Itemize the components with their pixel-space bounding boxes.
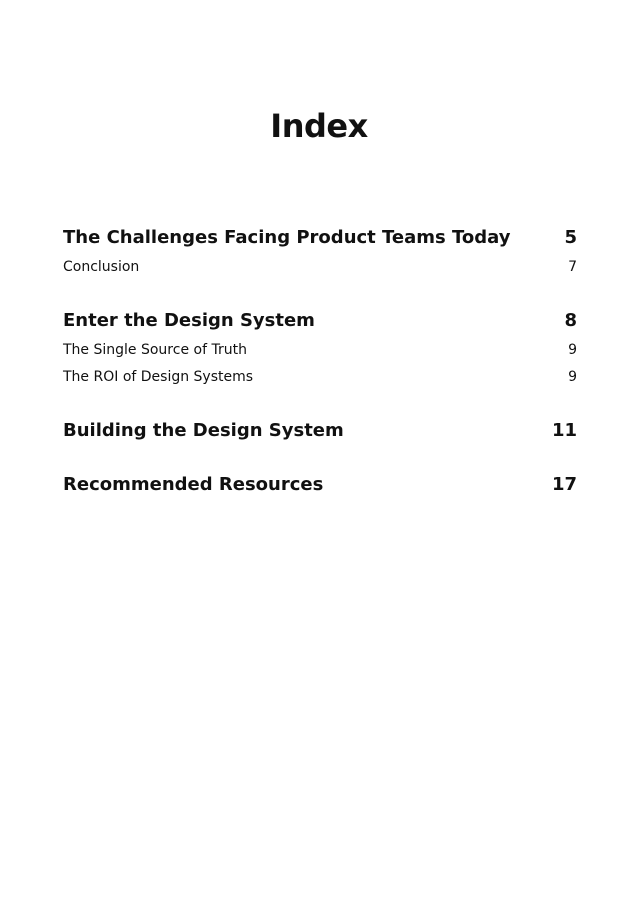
toc-group [63, 309, 577, 393]
page-title: Index [270, 107, 368, 145]
toc-section-single-source[interactable] [63, 339, 577, 366]
toc-section-roi[interactable] [63, 366, 577, 393]
toc-section-page: 9 [568, 369, 577, 385]
toc-section-title: The Single Source of Truth [63, 342, 247, 358]
toc-chapter-enter-design-system[interactable] [63, 309, 577, 337]
table-of-contents [63, 226, 577, 527]
toc-section-title: The ROI of Design Systems [63, 369, 254, 385]
toc-chapter-page: 17 [551, 474, 577, 495]
toc-chapter-title: Enter the Design System [63, 310, 315, 331]
toc-group [63, 473, 577, 501]
toc-chapter-title: Building the Design System [63, 420, 344, 441]
toc-group [63, 226, 577, 283]
toc-chapter-recommended-resources[interactable] [63, 473, 577, 501]
toc-chapter-title: Recommended Resources [63, 474, 324, 495]
toc-chapter-page: 11 [551, 420, 577, 441]
toc-section-conclusion[interactable] [63, 256, 577, 283]
toc-section-page: 9 [568, 342, 577, 358]
toc-chapter-title: The Challenges Facing Product Teams Today [63, 227, 511, 248]
toc-section-title: Conclusion [63, 259, 140, 275]
toc-group [63, 419, 577, 447]
toc-section-page: 7 [568, 259, 577, 275]
toc-chapter-building-design-system[interactable] [63, 419, 577, 447]
toc-chapter-page: 8 [564, 310, 577, 331]
toc-chapter-page: 5 [564, 227, 577, 248]
toc-chapter-challenges[interactable] [63, 226, 577, 254]
